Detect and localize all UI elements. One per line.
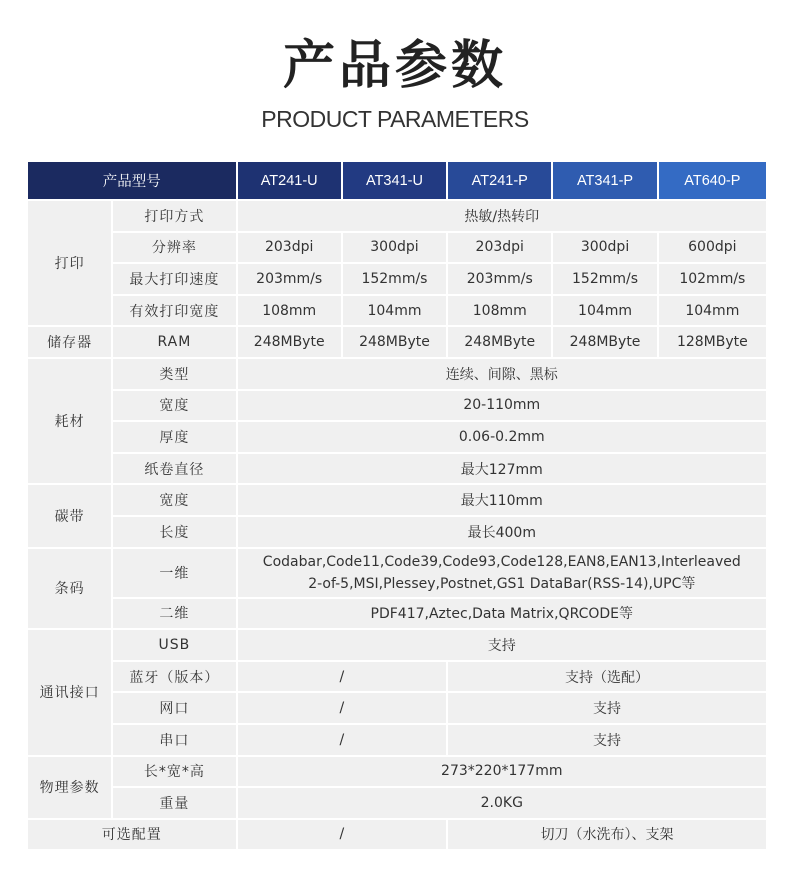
table-row: [28, 296, 766, 326]
row-label-media-thickness: 厚度: [113, 422, 235, 452]
page-subtitle: PRODUCT PARAMETERS: [261, 106, 529, 132]
value-options-u: /: [238, 820, 447, 850]
model-at241-p: AT241-P: [448, 162, 551, 199]
row-label-weight: 重量: [113, 788, 235, 818]
table-row: [28, 391, 766, 421]
table-row: [28, 201, 766, 231]
table-row: [28, 264, 766, 294]
model-at341-u: AT341-U: [343, 162, 446, 199]
model-at640-p: AT640-P: [659, 162, 766, 199]
value-ram: 248MByte: [448, 327, 551, 357]
row-label-ethernet: 网口: [113, 693, 235, 723]
row-label-ribbon-length: 长度: [113, 517, 235, 547]
value-print-width: 108mm: [238, 296, 341, 326]
category-storage: 储存器: [28, 327, 111, 357]
value-media-type: 连续、间隙、黑标: [238, 359, 766, 389]
table-row: [28, 725, 766, 755]
row-label-roll-diameter: 纸卷直径: [113, 454, 235, 484]
value-ethernet-p: 支持: [448, 693, 766, 723]
category-options: 可选配置: [28, 820, 236, 850]
model-at341-p: AT341-P: [553, 162, 656, 199]
row-label-1d-barcode: 一维: [113, 549, 235, 597]
value-dimensions: 273*220*177mm: [238, 757, 766, 787]
value-1d-barcode: [238, 549, 766, 597]
category-barcode: 条码: [28, 549, 111, 629]
spec-table: [26, 160, 768, 851]
category-media: 耗材: [28, 359, 111, 483]
value-speed: 152mm/s: [343, 264, 446, 294]
value-print-width: 104mm: [343, 296, 446, 326]
table-row: [28, 359, 766, 389]
value-ram: 248MByte: [238, 327, 341, 357]
category-interface: 通讯接口: [28, 630, 111, 754]
category-print: 打印: [28, 201, 111, 325]
value-bluetooth-u: /: [238, 662, 447, 692]
row-label-usb: USB: [113, 630, 235, 660]
value-print-width: 108mm: [448, 296, 551, 326]
value-media-thickness: 0.06-0.2mm: [238, 422, 766, 452]
value-print-width: 104mm: [659, 296, 766, 326]
value-serial-u: /: [238, 725, 447, 755]
value-ram: 128MByte: [659, 327, 766, 357]
row-label-print-width: 有效打印宽度: [113, 296, 235, 326]
category-physical: 物理参数: [28, 757, 111, 818]
table-row: [28, 788, 766, 818]
page-title: 产品参数: [282, 36, 507, 96]
value-1d-barcode-line1: Codabar,Code11,Code39,Code93,Code128,EAN8,EAN13,Interleaved: [262, 553, 741, 570]
value-resolution: 300dpi: [553, 233, 656, 263]
value-serial-p: 支持: [448, 725, 766, 755]
row-label-2d-barcode: 二维: [113, 599, 235, 629]
value-usb: 支持: [238, 630, 766, 660]
table-row: [28, 662, 766, 692]
row-label-speed: 最大打印速度: [113, 264, 235, 294]
value-options-p: 切刀（水洗布）、支架: [448, 820, 766, 850]
category-ribbon: 碳带: [28, 485, 111, 546]
value-speed: 152mm/s: [553, 264, 656, 294]
table-row: [28, 517, 766, 547]
table-row: [28, 599, 766, 629]
model-label: 产品型号: [28, 162, 236, 199]
row-label-media-width: 宽度: [113, 391, 235, 421]
value-speed: 203mm/s: [238, 264, 341, 294]
value-roll-diameter: 最大127mm: [238, 454, 766, 484]
value-resolution: 600dpi: [659, 233, 766, 263]
value-ethernet-u: /: [238, 693, 447, 723]
table-row: [28, 693, 766, 723]
value-resolution: 203dpi: [448, 233, 551, 263]
row-label-resolution: 分辨率: [113, 233, 235, 263]
header-row: [28, 162, 766, 199]
value-bluetooth-p: 支持（选配）: [448, 662, 766, 692]
table-row: [28, 454, 766, 484]
value-resolution: 300dpi: [343, 233, 446, 263]
value-print-width: 104mm: [553, 296, 656, 326]
table-row: [28, 485, 766, 515]
row-label-ram: RAM: [113, 327, 235, 357]
value-ram: 248MByte: [553, 327, 656, 357]
table-row: [28, 820, 766, 850]
value-print-method: 热敏/热转印: [238, 201, 766, 231]
table-row: [28, 233, 766, 263]
table-row: [28, 757, 766, 787]
table-row: [28, 422, 766, 452]
row-label-bluetooth: 蓝牙（版本）: [113, 662, 235, 692]
table-row: [28, 630, 766, 660]
row-label-serial: 串口: [113, 725, 235, 755]
value-weight: 2.0KG: [238, 788, 766, 818]
model-at241-u: AT241-U: [238, 162, 341, 199]
value-speed: 203mm/s: [448, 264, 551, 294]
value-speed: 102mm/s: [659, 264, 766, 294]
value-resolution: 203dpi: [238, 233, 341, 263]
row-label-dimensions: 长*宽*高: [113, 757, 235, 787]
row-label-ribbon-width: 宽度: [113, 485, 235, 515]
value-media-width: 20-110mm: [238, 391, 766, 421]
value-ribbon-width: 最大110mm: [238, 485, 766, 515]
table-row: [28, 549, 766, 597]
value-1d-barcode-line2: 2-of-5,MSI,Plessey,Postnet,GS1 DataBar(RSS-14),UPC等: [308, 575, 696, 592]
table-row: [28, 327, 766, 357]
row-label-media-type: 类型: [113, 359, 235, 389]
value-2d-barcode: PDF417,Aztec,Data Matrix,QRCODE等: [238, 599, 766, 629]
row-label-print-method: 打印方式: [113, 201, 235, 231]
value-ram: 248MByte: [343, 327, 446, 357]
value-ribbon-length: 最长400m: [238, 517, 766, 547]
